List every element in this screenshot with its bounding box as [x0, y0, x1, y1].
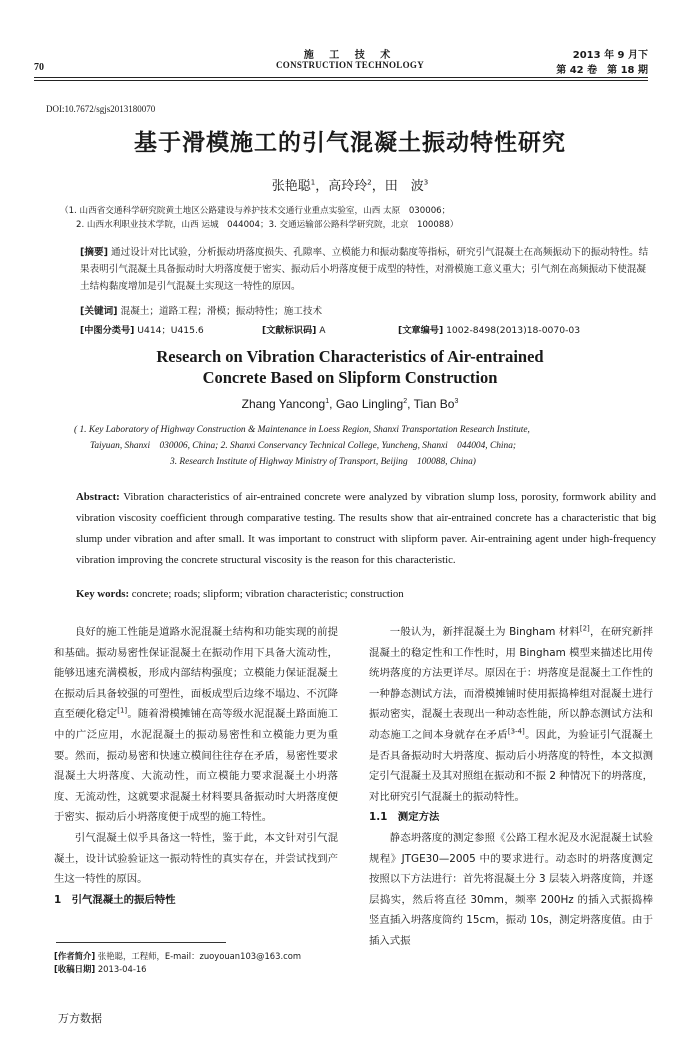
keywords-en-label: Key words:: [76, 588, 130, 600]
body-left-column: [54, 622, 338, 910]
author-en-1-sup: 1: [325, 398, 330, 405]
author-bio: [54, 950, 301, 962]
keywords-cn-text: 混凝土；道路工程；滑模；振动特性；施工技术: [120, 306, 323, 317]
keywords-en-text: concrete; roads; slipform; vibration characteristic; construction: [131, 588, 404, 600]
affiliation-en-line1: ( 1. Key Laboratory of Highway Construction & Maintenance in Loess Region, Shanxi Transportation Research Institute,: [74, 425, 530, 435]
journal-name-cn: 施 工 技 术: [303, 50, 397, 61]
author-cn-1-sup: 1: [310, 178, 316, 187]
author-cn-3: 田 波: [384, 179, 424, 194]
keywords-en: [76, 584, 656, 605]
abstract-en: [76, 487, 656, 571]
title-en-line2: Concrete Based on Slipform Construction: [202, 368, 498, 387]
section-heading: 1 引气混凝土的振后特性: [54, 893, 176, 906]
author-cn-2: 高玲玲: [328, 179, 368, 194]
body-text: ，在研究新拌混凝土的稳定性和工作性时，用 Bingham 模型来描述比用传统坍落度的方法更详尽。原因在于：坍落度是混凝土工作性的一种静态测试方法，而滑模摊铺时使用振捣棒组对混凝土进行振动密实，混凝土表现出一种动态性能，所以静态测试方法和动态施工之间本身就存在矛盾: [369, 626, 653, 741]
author-bio-label: [作者简介]: [54, 951, 96, 961]
author-cn-3-sup: 3: [423, 178, 429, 187]
body-paragraph: [54, 622, 338, 828]
body-text: 一般认为，新拌混凝土为 Bingham 材料: [389, 626, 580, 638]
title-en-line1: Research on Vibration Characteristics of Air-entrained: [156, 347, 544, 366]
title-cn: 基于滑模施工的引气混凝土振动特性研究: [134, 130, 566, 156]
header-rule: [34, 77, 648, 78]
article-no-value: 1002-8498(2013)18-0070-03: [446, 325, 581, 336]
clc-value: U414；U415.6: [137, 325, 204, 336]
doc-code-label: [文献标识码]: [262, 325, 317, 336]
body-paragraph: 静态坍落度的测定参照《公路工程水泥及水泥混凝土试验规程》JTGE30—2005 中的要求进行。动态时的坍落度测定按照以下方法进行：首先将混凝土分 3 层装入坍落度筒，并逐层捣实，然后将直径 30mm，频率 200Hz 的插入式振捣棒竖直插入坍落度筒约 15cm，振动 10s，测定坍落度值。由于插入式振: [369, 831, 653, 947]
author-cn-2-sup: 2: [367, 178, 372, 187]
affiliation-en-line2: Taiyuan, Shanxi 030006, China; 2. Shanxi Conservancy Technical College, Yuncheng, Shanxi 044004, China;: [90, 441, 517, 451]
header-rule-thin: [34, 80, 648, 81]
page-number: 70: [34, 62, 44, 73]
affiliation-cn-line1: （1. 山西省交通科学研究院黄土地区公路建设与养护技术交通行业重点实验室，山西 太原 030006；: [60, 206, 451, 216]
volume-issue: 第 42 卷 第 18 期: [556, 65, 648, 76]
clc-label: [中图分类号]: [80, 325, 135, 336]
journal-name-en: CONSTRUCTION TECHNOLOGY: [275, 60, 424, 70]
abstract-en-label: Abstract:: [76, 491, 120, 503]
article-no-label: [文章编号]: [398, 325, 444, 336]
issue-date: 2013 年 9 月下: [572, 50, 648, 61]
citation: [3-4]: [507, 727, 525, 736]
keywords-cn: [80, 303, 655, 317]
citation: [1]: [117, 706, 128, 715]
author-bio-text: 张艳聪，工程师，E-mail：zuoyouan103@163.com: [97, 951, 302, 961]
body-text: 良好的施工性能是道路水泥混凝土结构和功能实现的前提和基础。振动易密性保证混凝土在振动作用下具备大流动性，能够迅速充满模板，形成内部结构强度；立模能力保证混凝土在振动后具备较强的可塑性，面板成型后边缘不塌边、不沉降直至硬化稳定: [54, 626, 338, 721]
abstract-en-text: Vibration characteristics of air-entrained concrete were analyzed by vibration slump loss, porosity, formwork ability and vibration viscosity coefficient through comparative testing. The results show that air-entrained concrete has a characteristic that big slump under vibration and after small. It was important to construct with slipform paver. Air-entraining agent under high-frequency vibration improving the concrete structural viscosity is the reason for this characteristic.: [76, 491, 656, 566]
authors-en: Zhang Yancong$^1$, Gao Lingling$^2$, Tian Bo$^3$: [241, 397, 459, 411]
author-en-1: Zhang Yancong: [241, 397, 326, 411]
affiliation-cn-line2: 2. 山西水利职业技术学院，山西 运城 044004；3. 交通运输部公路科学研究院，北京 100088）: [76, 220, 459, 230]
author-en-3: Tian Bo: [413, 397, 455, 411]
author-en-2: Gao Lingling: [335, 397, 404, 411]
doi: DOI:10.7672/sgjs2013180070: [46, 104, 156, 114]
authors-cn: 张艳聪$^1$，高玲玲$^2$，田 波$^3$: [271, 178, 429, 194]
doc-code-value: A: [319, 325, 326, 336]
abstract-cn-text: 通过设计对比试验，分析振动坍落度损失、孔隙率、立模能力和振动黏度等指标，研究引气混凝土在高频振动下的振动特性。结果表明引气混凝土具备振动时大坍落度便于密实、振动后小坍落度便于成型的特性，对滑模施工意义重大；引气剂在高频振动下使混凝土结构黏度增加是引气混凝土实现这一特性的原因。: [80, 247, 649, 292]
affiliation-en-line3: 3. Research Institute of Highway Ministry of Transport, Beijing 100088, China): [170, 457, 476, 467]
keywords-cn-label: [关键词]: [80, 306, 118, 317]
citation: [2]: [579, 624, 590, 633]
received-date-text: 2013-04-16: [97, 964, 147, 974]
received-date: [54, 963, 147, 975]
author-en-2-sup: 2: [403, 398, 408, 405]
author-cn-1: 张艳聪: [271, 179, 311, 194]
body-text: 。因此，为验证引气混凝土是否具备振动时大坍落度、振动后小坍落度的特性，本文拟测定引气混凝土及其对照组在振动和不振 2 种情况下的坍落度，对比研究引气混凝土的振动特性。: [369, 728, 654, 803]
footnote-rule: [56, 942, 226, 943]
subsection-heading: 1.1 测定方法: [369, 811, 440, 824]
body-right-column: [369, 622, 653, 952]
abstract-cn: [80, 244, 655, 295]
body-text: 。随着滑模摊铺在高等级水泥混凝土路面施工中的广泛应用，水泥混凝土的振动易密性和立模能力更为重要。然而，振动易密和快速立模间往往存在矛盾，易密性要求混凝土大坍落度、大流动性，而立模能力要求混凝土小坍落度、无流动性，这就要求混凝土材料要具备振动时大坍落度便于密实、振动后小坍落度便于成型的施工特性。: [54, 708, 338, 824]
wanfang-watermark: 万方数据: [58, 1012, 102, 1025]
received-date-label: [收稿日期]: [54, 964, 96, 974]
body-paragraph: [369, 622, 653, 807]
author-en-3-sup: 3: [454, 398, 459, 405]
body-paragraph: 引气混凝土似乎具备这一特性，鉴于此，本文针对引气混凝土，设计试验验证这一振动特性的真实存在，并尝试找到产生这一特性的原因。: [54, 831, 338, 886]
abstract-cn-label: [摘要]: [80, 247, 108, 258]
